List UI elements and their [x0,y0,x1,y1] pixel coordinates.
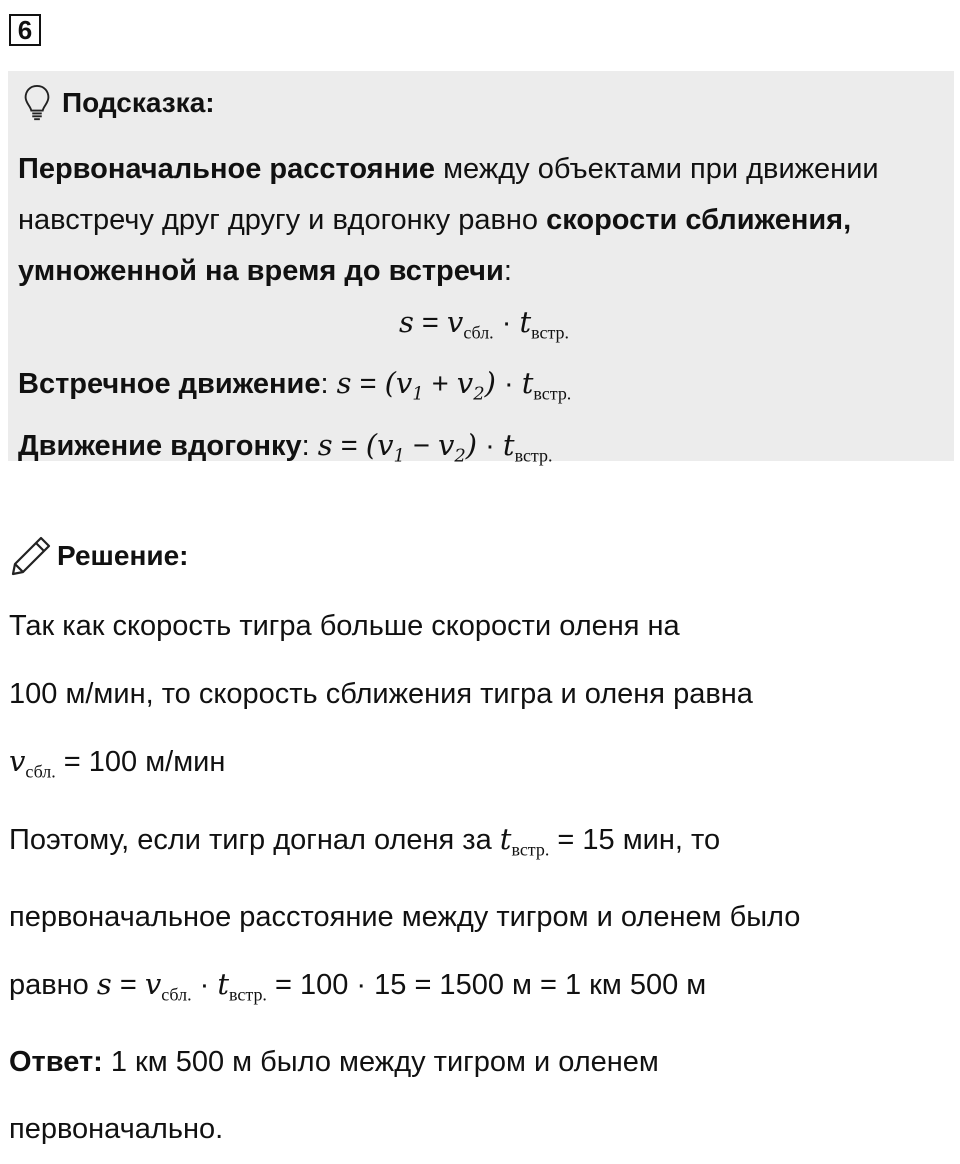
meet-sub-1: 1 [412,383,424,405]
line6-eq: = [111,969,145,1002]
line4-b: = 15 мин, то [549,823,721,856]
chase-v1: v [377,427,394,462]
solution-text [9,593,954,1164]
line6-a: равно [9,969,97,1002]
meet-v2: v [456,366,474,401]
formula-general [18,297,950,358]
solution-line-3 [9,728,954,806]
line6-s: s [96,967,112,1002]
formula-dot: · [493,307,520,339]
line6-rest: = 100 · 15 = 1500 м = 1 км 500 м [266,969,707,1002]
pencil-icon [9,534,53,578]
line6-sub1: сбл. [161,984,192,1005]
chase-v2: v [437,427,455,462]
line6-t: t [217,967,230,1002]
hint-box [8,71,954,466]
hint-bold-rule: скорости сближения, умноженной на время до встречи [18,204,852,287]
chase-minus: − [404,429,438,462]
hint-header [22,83,215,123]
hint-text-a: между объектами при движении навстречу друг другу и вдогонку равно [18,153,879,236]
formula-sub-sbl: сбл. [463,322,494,343]
line4-a: Поэтому, если тигр догнал оленя за [9,823,500,856]
chase-sub-1: 1 [393,444,405,466]
chase-sub-2: 2 [454,444,466,466]
meet-sub-2: 2 [473,383,485,405]
line6-dot: · [191,969,218,1002]
formula-meet [18,358,950,419]
line3-sub: сбл. [25,761,56,782]
answer-line [9,1029,954,1097]
line6-sub2: встр. [229,984,267,1005]
hint-text [18,144,950,481]
line3-v: v [9,744,26,778]
formula-eq: = [413,307,447,339]
hint-text-b: : [503,255,512,287]
chase-sub-vstr: встр. [514,444,553,465]
chase-t: t [502,427,515,462]
meet-dot: · [495,368,522,401]
formula-s: s [398,305,414,339]
chase-dot: · [477,429,503,462]
solution-line-4 [9,806,954,884]
meet-plus: + [423,368,457,401]
chase-paren-open: ( [365,427,378,462]
task-number: 6 [9,14,41,46]
meet-label: Встречное движение [18,368,321,401]
chase-label: Движение вдогонку [18,429,302,462]
solution-line-6 [9,951,954,1029]
formula-v: v [446,305,464,339]
chase-s: s [317,427,333,462]
formula-sub-vstr: встр. [531,322,570,343]
meet-sub-vstr: встр. [533,383,572,404]
solution-line-5: первоначальное расстояние между тигром и оленем было [9,900,801,933]
hint-title: Подсказка: [62,87,215,118]
line6-v: v [144,967,162,1002]
formula-chase [18,420,950,481]
line4-t: t [499,821,512,856]
chase-paren-close: ) [465,427,478,462]
answer-line-2: первоначально. [9,1113,224,1146]
chase-eq: = [332,429,366,462]
lightbulb-icon [22,84,52,122]
solution-line-1: Так как скорость тигра больше скорости оленя на [9,610,680,642]
meet-colon: : [320,368,337,401]
line3-rest: = 100 м/мин [55,746,226,778]
answer-label: Ответ: [9,1045,103,1078]
solution-header [9,533,188,579]
meet-t: t [521,366,534,401]
meet-v1: v [395,366,413,401]
hint-bold-term: Первоначальное расстояние [18,153,436,185]
meet-paren-close: ) [484,366,496,401]
line4-sub: встр. [511,839,550,860]
solution-title: Решение: [57,540,189,571]
formula-t: t [519,305,532,339]
meet-s: s [336,366,352,401]
meet-paren-open: ( [384,366,396,401]
chase-colon: : [301,429,318,462]
meet-eq: = [351,368,385,401]
solution-line-2: 100 м/мин, то скорость сближения тигра и оленя равна [9,677,753,710]
answer-text: 1 км 500 м было между тигром и оленем [102,1045,659,1078]
hint-paragraph [18,144,950,297]
